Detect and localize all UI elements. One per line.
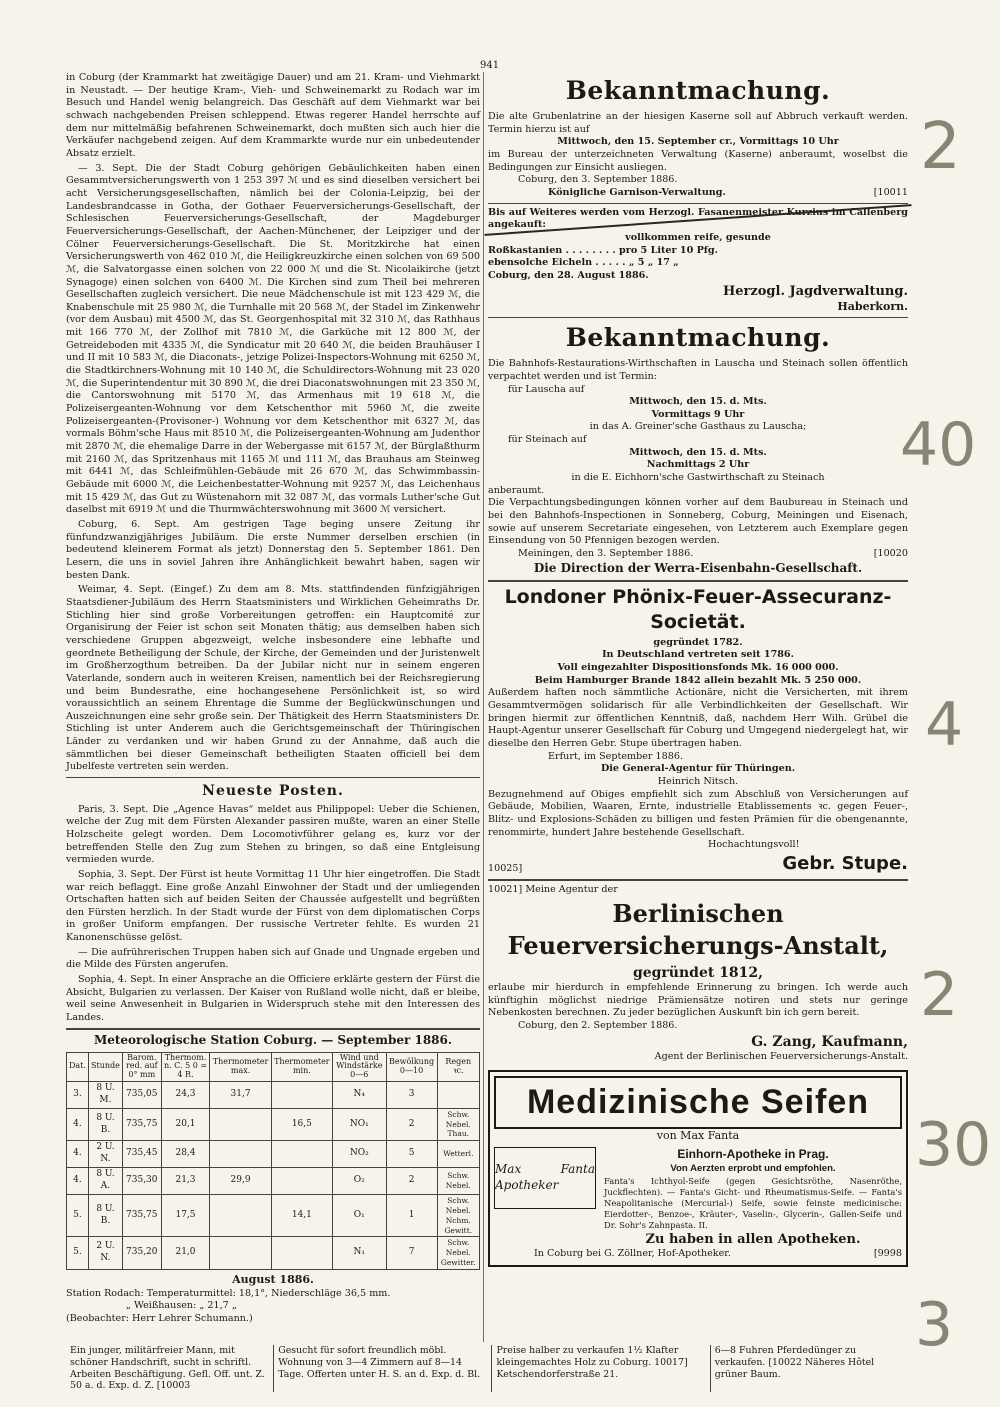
ad-sign: G. Zang, Kaufmann, [751,1033,908,1050]
met-cell: 21,3 [161,1168,210,1195]
met-cell: 7 [386,1237,437,1270]
met-cell: 2 U. N. [88,1237,122,1270]
ad-text: Die Bahnhofs-Restaurations-Wirthschaften in Lauscha und Steinach sollen öffentlich verpachtet werden und ist Termin: [488,358,908,382]
ad-sign: Die General-Agentur für Thüringen. [600,763,796,775]
ad-greeting: Hochachtungsvoll! [708,839,800,851]
met-cell: 735,20 [122,1237,161,1270]
signature-text: Max Fanta Apotheker [495,1162,595,1193]
ad-line: in die E. Eichhorn'sche Gastwirthschaft zu Steinach [571,472,825,484]
news-paris: Paris, 3. Sept. Die „Agence Havas“ meldet aus Philippopel: Ueber die Schienen, welche der Zug mit dem Fürsten Alexander passiren mußte, waren an einer Stelle Holzscheite gelegt worden. Dem Locomotivführer gelang es, kurz vor der betreffenden Stelle den Zug zum Stehen zu bringen, so daß eine Entgleisung vermieden wurde. [66,803,480,866]
met-cell: 5. [67,1237,89,1270]
ad-ref: [10020 [873,548,908,560]
news-heading: Neueste Posten. [202,783,344,800]
met-row [67,1168,480,1195]
met-cell: Wetterl. [437,1141,479,1168]
ad-line: Mittwoch, den 15. d. Mts. [629,446,767,458]
met-cell: 735,45 [122,1141,161,1168]
met-cell: 4. [67,1141,89,1168]
ad-railway [488,321,908,576]
ad-title: Londoner Phönix-Feuer-Assecuranz-Societät. [504,585,892,633]
met-header: Thermom. n. C. 5 0 = 4 R. [161,1052,210,1081]
ad-text: Außerdem haften noch sämmtliche Actionäre, nicht die Versicherten, mit ihrem Gesammtvermögen solidarisch für alle Verbindlichkeiten der Gesellschaft. Wir bringen hiermit zur öffentlichen Kenntniß, daß, nachdem Herr Wilh. Grübel die Haupt-Agentur unserer Gesellschaft für Coburg und Umgegend niedergelegt hat, wir dieselbe den Herren Gebr. Stupe übertragen haben. [488,687,908,749]
right-column [488,72,908,1267]
signature-image [494,1147,596,1209]
met-cell: 31,7 [210,1081,271,1108]
ad-sign: Heinrich Nitsch. [657,775,739,787]
ad-place: Erfurt, im September 1886. [548,750,684,762]
met-cell: Schw. Nebel. [437,1168,479,1195]
met-cell: N₁ [332,1237,386,1270]
divider [488,317,908,318]
ad-text: Bezugnehmend auf Obiges empfiehlt sich zum Abschluß von Versicherungen auf Gebäude, Mobilien, Waaren, Ernte, industrielle Etablissements ꝛc. gegen Feuer-, Blitz- und Explosions-Schäden zu billigen und festen Prämien für die obengenannte, renommirte, hundert Jahre bestehende Gesellschaft. [488,788,908,838]
ad-place: Meiningen, den 3. September 1886. [518,548,694,560]
ad-text: im Bureau der unterzeichneten Verwaltung (Kaserne) anberaumt, woselbst die Bedingungen zur Einsicht ausliegen. [488,148,908,173]
met-row [67,1194,480,1237]
met-cell: 5. [67,1194,89,1237]
ad-line: anberaumt. [488,484,545,496]
met-cell: 17,5 [161,1194,210,1237]
met-title: Meteorologische Station Coburg. — September 1886. [93,1032,453,1047]
met-header: Dat. [67,1052,89,1081]
met-cell: 1 [386,1194,437,1237]
ad-line: Vormittags 9 Uhr [651,408,745,420]
ad-text: Die Verpachtungsbedingungen können vorher auf dem Baubureau in Steinach und bei den Bahnhofs-Inspectionen in Sonneberg, Coburg, Meiningen und Eisenach, sowie auf unserem Secretariate eingesehen, von Letzterem auch Exemplare gegen Einsendung von 50 Pfennigen bezogen werden. [488,497,908,547]
ad-line: Bis auf Weiteres werden vom Herzogl. Fasanenmeister Kurzius im Callenberg angekauft: [488,206,908,231]
met-cell: Schw. Nebel. Thau. [437,1108,479,1141]
met-cell: Schw. Nebel. Nchm. Gewitt. [437,1194,479,1237]
ad-small-text: Fanta's Ichthyol-Seife (gegen Gesichtsröthe, Nasenröthe, Juckflechten). — Fanta's Gicht- und Rheumatismus-Seife. — Fanta's Neapolitanische (Mercurial-) Seife, sowie feinste medicinische: Eierdotter-, Benzoe-, Kräuter-, Vaselin-, Glycerin-, Gallen-Seife und Dr. Sohr's Zahnpasta. II. [604,1175,902,1231]
met-cell [210,1141,271,1168]
met-header: Wind und Windstärke 0—6 [332,1052,386,1081]
pencil-mark: 2 [920,960,959,1030]
ad-ref: 10021] [488,883,523,895]
page-number: 941 [480,60,500,71]
ad-phoenix [488,585,908,876]
met-cell: 2 [386,1108,437,1141]
news-sophia-3: Sophia, 4. Sept. In einer Ansprache an die Officiere erklärte gestern der Fürst die Absicht, Bulgarien zu verlassen. Der Kaiser von Rußland wolle nicht, daß er bleibe, weil seine Anwesenheit in Bulgarien in Widerspruch stehe mit den Interessen des Landes. [66,974,480,1024]
met-table [66,1052,480,1271]
ad-title: Medizinische Seifen [494,1076,902,1129]
met-cell [271,1081,332,1108]
met-cell: 3 [386,1081,437,1108]
met-cell [210,1237,271,1270]
met-cell [210,1108,271,1141]
met-cell: 8 U. M. [88,1081,122,1108]
met-cell: NO₁ [332,1108,386,1141]
ad-sign: Agent der Berlinischen Feuerversicherungs-Anstalt. [654,1051,908,1063]
met-cell [271,1141,332,1168]
divider [488,580,908,582]
ad-line: Roßkastanien . . . . . . . . pro 5 Liter 10 Pfg. [488,244,718,256]
met-cell: 4. [67,1108,89,1141]
column-divider [483,72,484,1342]
august-title: August 1886. [232,1273,314,1287]
met-cell: 5 [386,1141,437,1168]
ad-job-seeker: Ein junger, militärfreier Mann, mit schöner Handschrift, sucht in schriftl. Arbeiten Beschäftigung. Gefl. Off. unt. Z. 50 a. d. Exp. d. Z. [10003 [66,1345,274,1392]
ad-title: Bekanntmachung. [565,76,831,105]
ad-line: vollkommen reife, gesunde [625,231,771,243]
met-cell: 2 U. N. [88,1141,122,1168]
ad-apartment-wanted: Gesucht für sofort freundlich möbl. Wohnung von 3—4 Zimmern auf 8—14 Tage. Offerten unter H. S. an d. Exp. d. Bl. [274,1345,492,1392]
ad-wood-for-sale: Preise halber zu verkaufen 1½ Klafter kleingemachtes Holz zu Coburg. 10017] Ketschendorferstraße 21. [492,1345,710,1392]
pencil-mark: 40 [900,410,977,480]
met-cell: 14,1 [271,1194,332,1237]
ad-sign: Die Direction der Werra-Eisenbahn-Gesellschaft. [533,560,863,575]
ad-line: In Deutschland vertreten seit 1786. [602,649,794,661]
ad-sign: Gebr. Stupe. [782,852,908,874]
divider [66,777,480,778]
met-header: Regen ꝛc. [437,1052,479,1081]
met-row [67,1108,480,1141]
met-cell: 8 U. B. [88,1194,122,1237]
ad-line: Von Aerzten erprobt und empfohlen. [670,1163,836,1175]
pencil-mark: 30 [915,1110,992,1180]
ad-line: Coburg, den 28. August 1886. [488,269,649,281]
paragraph-insurance: — 3. Sept. Die der Stadt Coburg gehörigen Gebäulichkeiten haben einen Gesammtversicherungswerth von 1 253 397 ℳ und es sind dieselben versichert bei acht Versicherungsgesellschaften, nämlich bei der Colonia-Leipzig, bei der Landesbrandcasse in Gotha, der Gothaer Feuerversicherungs-Gesellschaft, der Schlesischen Feuerversicherungs-Gesellschaft, der Magdeburger Feuerversicherungs-Gesellschaft, der Aachen-Münchener, der Leipziger und der Cölner Feuerversicherungs-Gesellschaft. Die St. Moritzkirche hat einen Versicherungswerth von 462 010 ℳ, die Heiligkreuzkirche einen solchen von 69 500 ℳ, die Salvatorgasse einen solchen von 22 000 ℳ und die St. Nicolaikirche (jetzt Synagoge) einen solchen von 6400 ℳ. Die Kirchen sind zum Theil bei mehreren Gesellschaften zugleich versichert. Die neue Mädchenschule ist mit 123 429 ℳ, die Knabenschule mit 25 980 ℳ, die Turnhalle mit 20 568 ℳ, der Stadel im Zinkenwehr (vor dem Ausbau) mit 4500 ℳ, das St. Georgenhospital mit 32 310 ℳ, das Rathhaus mit 166 770 ℳ, der Zollhof mit 7810 ℳ, die Garküche mit 12 800 ℳ, der Getreideboden mit 4335 ℳ, die Syndicatur mit 20 640 ℳ, die beiden Brauhäuser I und II mit 10 583 ℳ, die Diaconats-, jetzige Polizei-Inspectors-Wohnung mit 6250 ℳ, die Stadtkirchners-Wohnung mit 10 140 ℳ, die Schuldirectors-Wohnung mit 23 020 ℳ, die Superintendentur mit 30 890 ℳ, die drei Diaconatswohnungen mit 23 350 ℳ, die Cantorswohnung mit 5170 ℳ, das Armenhaus mit 19 618 ℳ, die Polizeisergeanten-Wohnung vor dem Ketschenthor mit 5960 ℳ, die zweite Polizeisergeanten-(Provisoner-) Wohnung vor dem Ketschenthor mit 6327 ℳ, das vormals Böhm'sche Haus mit 8510 ℳ, die Polizeisergeanten-Wohnung am Judenthor mit 2870 ℳ, die ehemalige Darre in der Webergasse mit 6157 ℳ, der Bürglaßthurm mit 2160 ℳ, das Spritzenhaus mit 1165 ℳ und 111 ℳ, das Brauhaus am Steinweg mit 6441 ℳ, das Schleifmühlen-Gebäude mit 26 670 ℳ, das Schwimmbassin-Gebäude mit 6000 ℳ, die Leichenbestatter-Wohnung mit 9257 ℳ, das Leichenhaus mit 15 429 ℳ, das Gut zu Wüstenahorn mit 32 087 ℳ, das vormals Luther'sche Gut daselbst mit 6919 ℳ und die Thurmwächterswohnung mit 3600 ℳ versichert. [66,162,480,516]
ad-place: Coburg, den 3. September 1886. [518,174,678,186]
bottom-ads [66,1345,908,1392]
met-header: Barom. red. auf 0° mm [122,1052,161,1081]
divider [488,879,908,881]
met-header: Thermometer min. [271,1052,332,1081]
pencil-mark: 3 [915,1290,954,1360]
met-cell: Schw. Nebel. Gewitter. [437,1237,479,1270]
ad-manure-for-sale: 6—8 Fuhren Pferdedünger zu verkaufen. [10022 Näheres Hôtel grüner Baum. [714,1345,875,1380]
met-header: Thermometer max. [210,1052,271,1081]
ad-garrison [488,74,908,200]
ad-line: Zu haben in allen Apotheken. [645,1232,861,1248]
met-cell: 735,75 [122,1194,161,1237]
met-cell: 735,30 [122,1168,161,1195]
met-cell: 28,4 [161,1141,210,1168]
ad-line: für Lauscha auf [508,383,585,395]
ad-date: Mittwoch, den 15. September cr., Vormittags 10 Uhr [557,136,839,148]
met-cell [271,1237,332,1270]
news-sophia-2: — Die aufrührerischen Truppen haben sich auf Gnade und Ungnade ergeben und die Milde des Fürsten angerufen. [66,946,480,971]
ad-soap [488,1070,908,1267]
ad-line: von Max Fanta [656,1128,740,1142]
paragraph-markets: in Coburg (der Krammarkt hat zweitägige Dauer) und am 21. Kram- und Viehmarkt in Neustadt. — Der heutige Kram-, Vieh- und Schweinemarkt zu Rodach war im Besuch und Handel wenig belangreich. Das Geschäft auf dem Viehmarkt war bei schwach nachgebenden Preisen schleppend. Etwas regerer Handel herrschte auf dem nur mittelmäßig befahrenen Schweinemarkt, doch mußten sich auch hier die Verkäufer nachgebend zeigen. Auf dem Krammarkte wurde nur ein unbedeutender Absatz erzielt. [66,72,480,159]
ad-ref: [9998 [873,1248,902,1260]
ad-line: In Coburg bei G. Zöllner, Hof-Apotheker. [534,1248,731,1260]
met-cell [210,1194,271,1237]
ad-subtitle: gegründet 1812, [632,964,764,981]
pencil-mark: 4 [925,690,964,760]
pencil-mark: 2 [920,110,961,184]
met-cell: 4. [67,1168,89,1195]
met-header-row [67,1052,480,1081]
met-cell: 8 U. B. [88,1108,122,1141]
paragraph-jubilee: Coburg, 6. Sept. Am gestrigen Tage beging unsere Zeitung ihr fünfundzwanzigjähriges Jubiläum. Die erste Nummer derselben erschien (in bedeutend kleinerem Format als jetzt) Donnerstag den 5. September 1861. Den Lesern, die uns in soviel Jahren ihre Anhänglichkeit bewahrt haben, sagen wir besten Dank. [66,518,480,581]
met-row [67,1237,480,1270]
august-line: „ Weißhausen: „ 21,7 „ [126,1300,237,1312]
met-cell: 20,1 [161,1108,210,1141]
ad-berlin [488,884,908,1064]
met-cell [437,1081,479,1108]
met-header: Bewölkung 0—10 [386,1052,437,1081]
met-cell: 21,0 [161,1237,210,1270]
news-sophia-1: Sophia, 3. Sept. Der Fürst ist heute Vormittag 11 Uhr hier eingetroffen. Die Stadt war reich beflaggt. Eine große Anzahl Einwohner der Stadt und der umliegenden Ortschaften hatten sich auf beiden Seiten der Chaussée aufgestellt und begrüßten den Fürsten herzlich. In der Stadt wurde der Fürst von dem diplomatischen Corps in großer Uniform empfangen. Der russische Vertreter fehlte. Es wurden 21 Kanonenschüsse gelöst. [66,868,480,944]
ad-title: Bekanntmachung. [565,323,831,353]
met-cell: 735,75 [122,1108,161,1141]
divider [488,203,908,204]
met-cell: 29,9 [210,1168,271,1195]
ad-line: Meine Agentur der [525,883,618,895]
ad-line: Beim Hamburger Brande 1842 allein bezahlt Mk. 5 250 000. [534,674,862,686]
met-cell: 24,3 [161,1081,210,1108]
met-body [67,1081,480,1269]
met-cell [271,1168,332,1195]
ad-place: Coburg, den 2. September 1886. [518,1020,678,1032]
ad-line: Mittwoch, den 15. d. Mts. [629,396,767,408]
ad-hunting [488,207,908,315]
divider [66,1028,480,1030]
met-cell: O₂ [332,1168,386,1195]
ad-text: Die alte Grubenlatrine an der hiesigen Kaserne soll auf Abbruch verkauft werden. Termin hierzu ist auf [488,111,908,135]
ad-line: ebensolche Eicheln . . . . . „ 5 „ 17 „ [488,257,679,269]
met-row [67,1141,480,1168]
met-cell: NO₂ [332,1141,386,1168]
ad-line: in das A. Greiner'sche Gasthaus zu Lauscha; [589,421,807,433]
ad-line: für Steinach auf [508,434,587,446]
ad-sign: Königliche Garnison-Verwaltung. [548,186,726,198]
august-line: Station Rodach: Temperaturmittel: 18,1°, Niederschläge 36,5 mm. [66,1287,391,1299]
ad-line: Einhorn-Apotheke in Prag. [677,1147,829,1162]
paragraph-weimar: Weimar, 4. Sept. (Eingef.) Zu dem am 8. Mts. stattfindenden fünfzigjährigen Staatsdiener-Jubiläum des Herrn Staatsministers und Wirklichen Geheimraths Dr. Stichling hier sind große Vorbereitungen getroffen: ein Hauptcomité zur Organisirung der Feier ist schon seit Monaten thätig; aus demselben haben sich verschiedene Gruppen abgezweigt, welche insbesondere eine lebhafte und geordnete Betheiligung der Schule, der Kirche, der Gemeinden und der Juristenwelt im Großherzogthum betreiben. Da der Jubilar nicht nur in seinem engeren Vaterlande, sondern auch in weiteren Kreisen, namentlich bei der Reichsregierung und beim Bundesrathe, eine hochangesehene Persönlichkeit ist, so wird voraussichtlich an seinem Ehrentage die Summe der Beglückwünschungen und Auszeichnungen eine sehr große sein. Der Thätigkeit des Herrn Staatsministers Dr. Stichling ist unter Anderem auch die Gerichtsgemeinschaft der Thüringischen Länder zu verdanken und wir haben Grund zu der Annahme, daß auch die sämmtlichen bei dieser Gemeinschaft betheiligten Staaten officiell bei dem Jubelfeste vertreten sein werden. [66,584,480,773]
met-cell: 16,5 [271,1108,332,1141]
ad-title: Berlinischen Feuerversicherungs-Anstalt, [507,899,889,960]
met-cell: 8 U. A. [88,1168,122,1195]
met-header: Stunde [88,1052,122,1081]
ad-text: erlaube mir hierdurch in empfehlende Erinnerung zu bringen. Ich werde auch künftighin möglichst niedrige Prämiensätze notiren und stets nur geringe Nebenkosten berechnen. Zu jeder bezüglichen Auskunft bin ich gern bereit. [488,982,908,1019]
met-cell: 735,05 [122,1081,161,1108]
met-row [67,1081,480,1108]
met-cell: 3. [67,1081,89,1108]
met-cell: O₁ [332,1194,386,1237]
ad-line: gegründet 1782. [653,636,743,648]
ad-sign: Herzogl. Jagdverwaltung. [722,283,908,299]
ad-ref: 10025] [488,862,523,874]
ad-line: Nachmittags 2 Uhr [646,459,750,471]
august-line: (Beobachter: Herr Lehrer Schumann.) [66,1312,253,1324]
ad-sign: Haberkorn. [837,299,908,313]
left-column [66,72,480,1326]
ad-ref: [10011 [873,186,908,198]
ad-line: Voll eingezahlter Dispositionsfonds Mk. 16 000 000. [557,662,839,673]
met-cell: 2 [386,1168,437,1195]
met-cell: N₄ [332,1081,386,1108]
